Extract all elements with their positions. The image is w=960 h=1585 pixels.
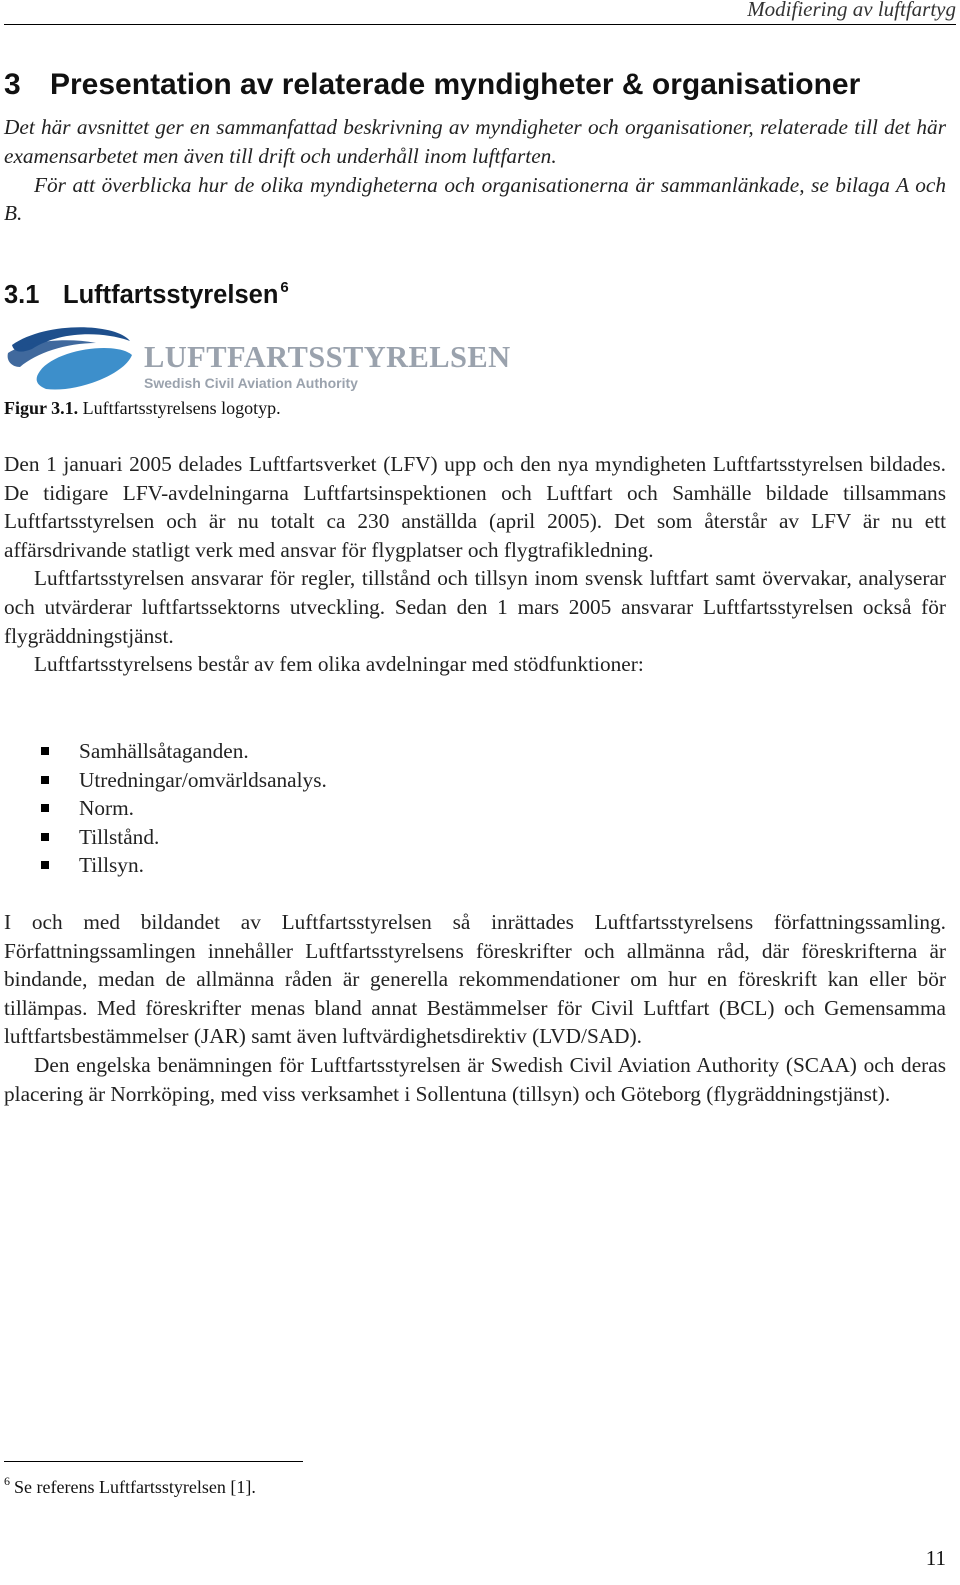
bullet-square-icon <box>41 833 49 841</box>
bullet-square-icon <box>41 776 49 784</box>
logo-wordmark: LUFTFARTSSTYRELSEN <box>144 340 511 374</box>
footnote-text: Se referens Luftfartsstyrelsen [1]. <box>14 1477 256 1497</box>
section-heading <box>4 68 860 102</box>
bullet-square-icon <box>41 747 49 755</box>
figure-caption-text: Luftfartsstyrelsens logotyp. <box>82 398 281 418</box>
subsection-title: Luftfartsstyrelsen <box>63 281 279 309</box>
body-text-continued <box>4 908 946 1108</box>
section-title: Presentation av relaterade myndigheter & organisationer <box>50 68 861 101</box>
bullet-square-icon <box>41 861 49 869</box>
running-header: Modifiering av luftfartyg <box>747 0 956 21</box>
body2-paragraph-1: I och med bildandet av Luftfartsstyrelsen så inrättades Luftfartsstyrelsens författningssamling. Författningssamlingen innehåller Luftfartsstyrelsens föreskrifter och allmänna råd, där föreskrifterna är bindande, medan de allmänna råden är generella rekommendationer om hur en föreskrift kan eller bör tillämpas. Med föreskrifter menas bland annat Bestämmelser för Civil Luftfart (BCL) och Gemensamma luftfartsbestämmelser (JAR) samt även luftvärdighetsdirektiv (LVD/SAD). <box>4 910 946 1049</box>
logo-swoosh-light <box>37 348 132 390</box>
list-item: Samhällsåtaganden. <box>4 737 327 766</box>
section-number: 3 <box>4 68 21 101</box>
section-intro <box>4 113 946 228</box>
luftfartsstyrelsen-logo <box>6 323 511 395</box>
list-item: Utredningar/omvärldsanalys. <box>4 766 327 795</box>
body-text <box>4 450 946 679</box>
department-list <box>4 737 327 880</box>
footnote-marker: 6 <box>4 1474 10 1488</box>
body-paragraph-2: Luftfartsstyrelsen ansvarar för regler, tillstånd och tillsyn inom svensk luftfart samt övervakar, analyserar och utvärderar luftfartssektorns utveckling. Sedan den 1 mars 2005 ansvarar Luftfartsstyrelsen också för flygräddningstjänst. <box>4 566 946 648</box>
body-paragraph-1: Den 1 januari 2005 delades Luftfartsverket (LFV) upp och den nya myndigheten Luftfartsstyrelsen bildades. De tidigare LFV-avdelningarna Luftfartsinspektionen och Luftfart och Samhälle bildade tillsammans Luftfartsstyrelsen och är nu totalt ca 230 anställda (april 2005). Det som återstår av LFV är nu ett affärsdrivande statligt verk med ansvar för flygplatser och flygtrafikledning. <box>4 452 946 562</box>
figure-label: Figur 3.1. <box>4 398 79 418</box>
footnote-reference: 6 <box>280 279 289 296</box>
body-paragraph-3: Luftfartsstyrelsens består av fem olika avdelningar med stödfunktioner: <box>34 652 644 677</box>
intro-paragraph-2: För att överblicka hur de olika myndigheterna och organisationerna är sammanlänkade, se bilaga A och B. <box>4 172 946 226</box>
footnote-rule <box>4 1461 303 1462</box>
header-rule <box>4 24 956 25</box>
logo-tagline: Swedish Civil Aviation Authority <box>144 375 358 391</box>
bullet-square-icon <box>41 804 49 812</box>
figure-caption <box>4 398 281 419</box>
list-item: Norm. <box>4 794 327 823</box>
list-item: Tillstånd. <box>4 823 327 852</box>
body2-paragraph-2: Den engelska benämningen för Luftfartsstyrelsen är Swedish Civil Aviation Authority (SCAA) och deras placering är Norrköping, med viss verksamhet i Sollentuna (tillsyn) och Göteborg (flygräddningstjänst). <box>4 1052 946 1106</box>
subsection-heading <box>4 279 289 310</box>
subsection-number: 3.1 <box>4 281 40 309</box>
intro-paragraph-1: Det här avsnittet ger en sammanfattad beskrivning av myndigheter och organisationer, relaterade till det här examensarbetet men även till drift och underhåll inom luftfarten. <box>4 115 946 168</box>
page-number: 11 <box>925 1546 946 1570</box>
list-item: Tillsyn. <box>4 851 327 880</box>
footnote <box>4 1474 256 1498</box>
